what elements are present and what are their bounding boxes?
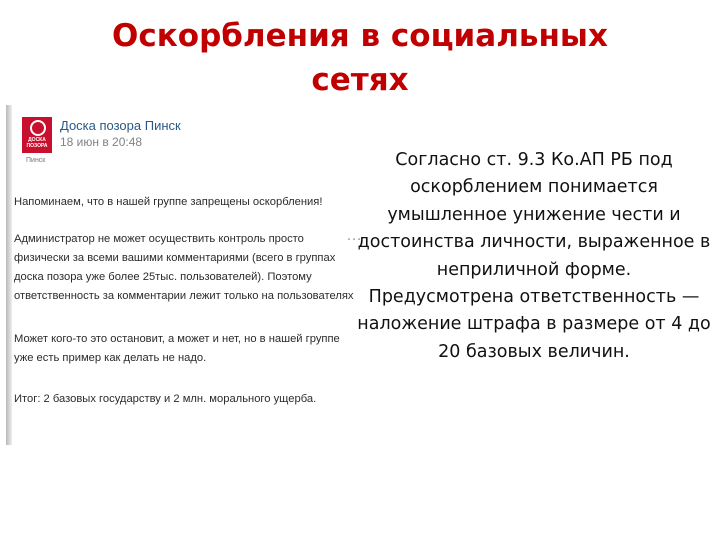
legal-penalty: Предусмотрена ответственность — наложение штрафа в размере от 4 до 20 базовых величин.	[357, 287, 711, 362]
screenshot-edge	[6, 105, 12, 445]
group-name-link[interactable]: Доска позора Пинск	[60, 118, 181, 133]
group-logo	[22, 117, 52, 153]
social-post-screenshot	[6, 105, 362, 445]
post-paragraph: Может кого-то это остановит, а может и нет, но в нашей группе уже есть пример как делать не надо.	[14, 333, 340, 364]
logo-text: ДОСКА ПОЗОРА	[26, 137, 48, 149]
post-paragraph: Администратор не может осуществить контроль просто физически за всеми вашими комментариями (всего в группах доска позора уже более 25тыс. пользователей). Поэтому ответственность за комментарии лежит только на пользователях	[14, 233, 354, 302]
more-options-icon[interactable]: …	[346, 227, 362, 244]
post-paragraph: Итог: 2 базовых государству и 2 млн. морального ущерба.	[14, 393, 317, 405]
legal-info-text	[356, 147, 712, 366]
slide-title-line-2: сетях	[311, 62, 409, 98]
legal-definition: Согласно ст. 9.3 Ко.АП РБ под оскорблением понимается умышленное унижение чести и достоинства личности, выраженное в неприличной форме.	[357, 150, 711, 280]
post-paragraph: Напоминаем, что в нашей группе запрещены оскорбления!	[14, 196, 323, 208]
logo-subtitle: Пинск	[26, 157, 46, 164]
slide-title	[60, 14, 660, 102]
post-body	[14, 193, 356, 409]
slide-title-line-1: Оскорбления в социальных	[112, 18, 608, 54]
post-date: 18 июн в 20:48	[60, 135, 143, 149]
logo-ring-icon	[30, 120, 46, 136]
